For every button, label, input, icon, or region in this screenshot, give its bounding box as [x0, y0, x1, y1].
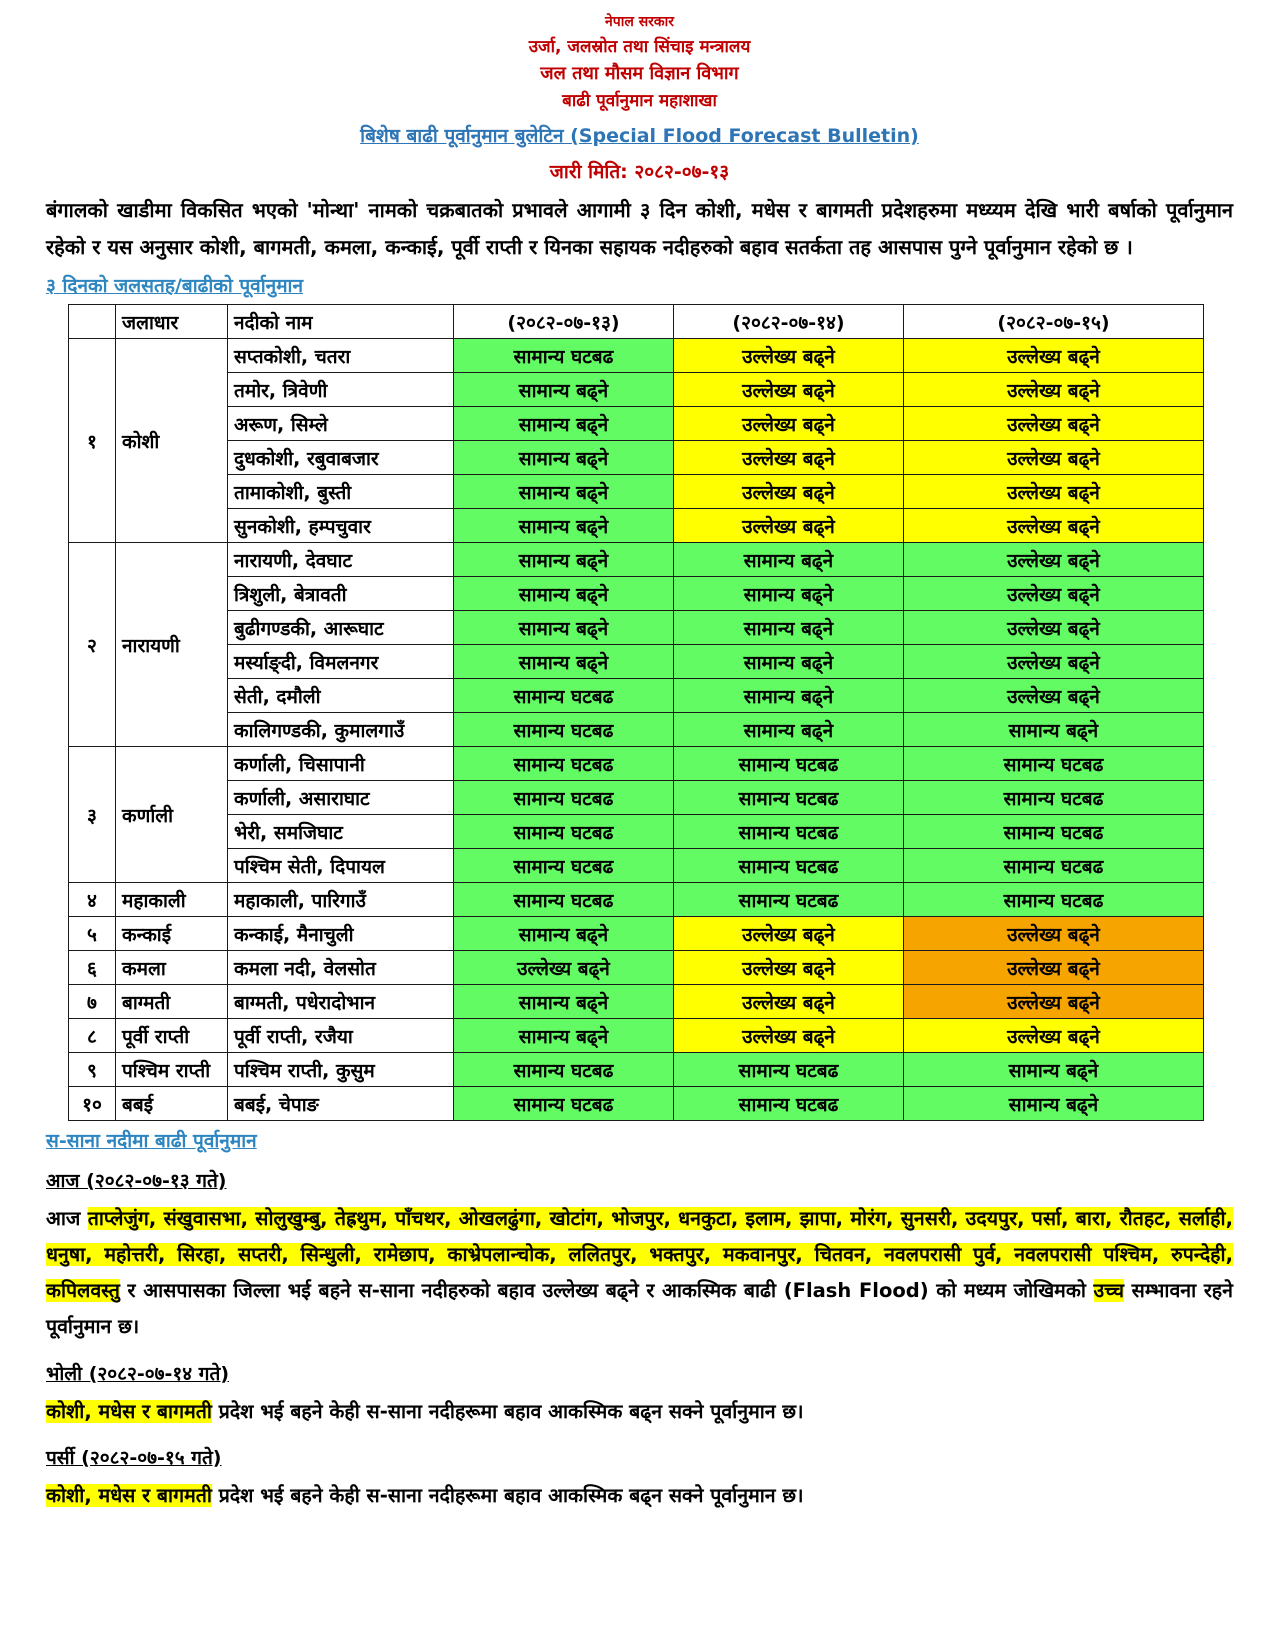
today-heading: आज (२०८२-०७-१३ गते)	[46, 1170, 227, 1193]
forecast-cell-yellow: उल्लेख्य बढ्ने	[674, 441, 904, 475]
river-station-name: महाकाली, पारिगाउँ	[228, 883, 454, 917]
forecast-cell-green: सामान्य बढ्ने	[674, 645, 904, 679]
today-forecast-paragraph	[46, 1201, 1233, 1345]
river-station-name: पश्चिम राप्ती, कुसुम	[228, 1053, 454, 1087]
basin-serial-number: १	[69, 339, 116, 543]
plain-text: र आसपासका जिल्ला भई बहने स-साना नदीहरुको बहाव उल्लेख्य बढ्ने र आकस्मिक बाढी (Flash Flood) को मध्यम जोखिमको	[119, 1279, 1094, 1303]
forecast-cell-green: सामान्य घटबढ	[454, 849, 674, 883]
river-station-name: कालिगण्डकी, कुमालगाउँ	[228, 713, 454, 747]
forecast-cell-green: सामान्य बढ्ने	[454, 475, 674, 509]
table-row	[69, 679, 1204, 713]
forecast-cell-green: सामान्य घटबढ	[904, 781, 1204, 815]
forecast-cell-green: सामान्य घटबढ	[904, 815, 1204, 849]
forecast-cell-green: सामान्य घटबढ	[674, 883, 904, 917]
tomorrow-heading: भोली (२०८२-०७-१४ गते)	[46, 1362, 230, 1385]
forecast-cell-yellow: उल्लेख्य बढ्ने	[674, 1019, 904, 1053]
basin-serial-number: ९	[69, 1053, 116, 1087]
division-name: बाढी पूर्वानुमान महाशाखा	[562, 90, 717, 111]
forecast-cell-green: सामान्य बढ्ने	[454, 985, 674, 1019]
forecast-cell-green: सामान्य घटबढ	[674, 815, 904, 849]
forecast-cell-yellow: उल्लेख्य बढ्ने	[674, 407, 904, 441]
forecast-cell-yellow: उल्लेख्य बढ्ने	[904, 475, 1204, 509]
river-station-name: त्रिशुली, बेत्रावती	[228, 577, 454, 611]
basin-serial-number: ७	[69, 985, 116, 1019]
forecast-cell-green: सामान्य बढ्ने	[904, 713, 1204, 747]
table-row	[69, 339, 1204, 373]
forecast-cell-green: उल्लेख्य बढ्ने	[904, 645, 1204, 679]
basin-name: कर्णाली	[116, 747, 228, 883]
table-row	[69, 1053, 1204, 1087]
table-row	[69, 1087, 1204, 1121]
river-station-name: कर्णाली, असाराघाट	[228, 781, 454, 815]
forecast-cell-yellow: उल्लेख्य बढ्ने	[674, 475, 904, 509]
forecast-cell-green: सामान्य घटबढ	[674, 849, 904, 883]
forecast-cell-green: सामान्य घटबढ	[904, 883, 1204, 917]
forecast-cell-green: सामान्य बढ्ने	[674, 577, 904, 611]
forecast-cell-yellow: उल्लेख्य बढ्ने	[674, 373, 904, 407]
table-row	[69, 1019, 1204, 1053]
basin-name: नारायणी	[116, 543, 228, 747]
river-station-name: भेरी, समजिघाट	[228, 815, 454, 849]
forecast-cell-green: सामान्य बढ्ने	[454, 577, 674, 611]
river-station-name: तमोर, त्रिवेणी	[228, 373, 454, 407]
table-row	[69, 815, 1204, 849]
forecast-cell-green: सामान्य घटबढ	[674, 747, 904, 781]
river-station-name: कर्णाली, चिसापानी	[228, 747, 454, 781]
table-row	[69, 577, 1204, 611]
basin-name: कमला	[116, 951, 228, 985]
table-row	[69, 509, 1204, 543]
river-station-name: सप्तकोशी, चतरा	[228, 339, 454, 373]
forecast-cell-yellow: उल्लेख्य बढ्ने	[904, 373, 1204, 407]
table-row	[69, 645, 1204, 679]
table-row	[69, 917, 1204, 951]
government-name: नेपाल सरकार	[604, 14, 674, 30]
forecast-cell-green: सामान्य बढ्ने	[454, 373, 674, 407]
letterhead	[46, 12, 1233, 114]
river-station-name: सुनकोशी, हम्पचुवार	[228, 509, 454, 543]
river-station-name: नारायणी, देवघाट	[228, 543, 454, 577]
highlighted-text: कोशी, मधेस र बागमती	[46, 1483, 212, 1507]
table-row	[69, 713, 1204, 747]
forecast-cell-orange: उल्लेख्य बढ्ने	[904, 917, 1204, 951]
basin-name: पूर्वी राप्ती	[116, 1019, 228, 1053]
forecast-cell-green: सामान्य घटबढ	[674, 1087, 904, 1121]
column-header-basin: जलाधार	[116, 305, 228, 339]
forecast-cell-yellow: उल्लेख्य बढ्ने	[904, 441, 1204, 475]
table-row	[69, 781, 1204, 815]
basin-serial-number: ६	[69, 951, 116, 985]
forecast-cell-yellow: उल्लेख्य बढ्ने	[904, 509, 1204, 543]
river-station-name: तामाकोशी, बुस्ती	[228, 475, 454, 509]
forecast-cell-green: सामान्य बढ्ने	[454, 1019, 674, 1053]
day-after-forecast-paragraph	[46, 1478, 1233, 1514]
table-row	[69, 543, 1204, 577]
table-row	[69, 747, 1204, 781]
forecast-cell-yellow: उल्लेख्य बढ्ने	[674, 509, 904, 543]
river-station-name: कमला नदी, वेलसोत	[228, 951, 454, 985]
forecast-cell-yellow: उल्लेख्य बढ्ने	[674, 951, 904, 985]
highlighted-text: कोशी, मधेस र बागमती	[46, 1399, 212, 1423]
bulletin-title: बिशेष बाढी पूर्वानुमान बुलेटिन (Special Flood Forecast Bulletin)	[360, 125, 919, 148]
forecast-cell-green: सामान्य घटबढ	[454, 1087, 674, 1121]
column-header-day2: (२०८२-०७-१४)	[674, 305, 904, 339]
forecast-cell-green: सामान्य घटबढ	[454, 781, 674, 815]
forecast-cell-yellow: उल्लेख्य बढ्ने	[904, 1019, 1204, 1053]
river-station-name: पश्चिम सेती, दिपायल	[228, 849, 454, 883]
tomorrow-forecast-paragraph	[46, 1394, 1233, 1430]
forecast-cell-green: सामान्य बढ्ने	[674, 679, 904, 713]
forecast-cell-green: सामान्य घटबढ	[674, 781, 904, 815]
table-row	[69, 407, 1204, 441]
basin-name: बाग्मती	[116, 985, 228, 1019]
forecast-cell-green: सामान्य बढ्ने	[454, 917, 674, 951]
river-station-name: बबई, चेपाङ	[228, 1087, 454, 1121]
forecast-cell-yellow: उल्लेख्य बढ्ने	[674, 985, 904, 1019]
forecast-cell-green: सामान्य घटबढ	[454, 815, 674, 849]
forecast-cell-green: उल्लेख्य बढ्ने	[904, 611, 1204, 645]
table-row	[69, 883, 1204, 917]
basin-name: पश्चिम राप्ती	[116, 1053, 228, 1087]
forecast-cell-yellow: उल्लेख्य बढ्ने	[674, 339, 904, 373]
intro-paragraph: बंगालको खाडीमा विकसित भएको 'मोन्था' नामको चक्रबातको प्रभावले आगामी ३ दिन कोशी, मधेस र बागमती प्रदेशहरुमा मध्य्यम देखि भारी बर्षाको पूर्वानुमान रहेको र यस अनुसार कोशी, बागमती, कमला, कन्काई, पूर्वी राप्ती र यिनका सहायक नदीहरुको बहाव सतर्कता तह आसपास पुग्ने पूर्वानुमान रहेको छ ।	[46, 198, 1233, 260]
table-row	[69, 951, 1204, 985]
table-header-row	[69, 305, 1204, 339]
basin-serial-number: २	[69, 543, 116, 747]
forecast-cell-green: सामान्य घटबढ	[454, 713, 674, 747]
river-station-name: कन्काई, मैनाचुली	[228, 917, 454, 951]
river-station-name: बुढीगण्डकी, आरूघाट	[228, 611, 454, 645]
forecast-cell-green: सामान्य घटबढ	[674, 1053, 904, 1087]
river-station-name: मर्स्याङ्दी, विमलनगर	[228, 645, 454, 679]
highlighted-text: उच्च	[1093, 1279, 1124, 1303]
table-row	[69, 985, 1204, 1019]
forecast-cell-green: सामान्य बढ्ने	[904, 1053, 1204, 1087]
issue-date: जारी मिति: २०८२-०७-१३	[549, 161, 730, 184]
forecast-table-heading: ३ दिनको जलसतह/बाढीको पूर्वानुमान	[46, 275, 304, 298]
table-row	[69, 441, 1204, 475]
department-name: जल तथा मौसम विज्ञान विभाग	[540, 63, 739, 85]
forecast-cell-green: सामान्य बढ्ने	[454, 509, 674, 543]
forecast-cell-green: सामान्य बढ्ने	[674, 713, 904, 747]
forecast-cell-green: सामान्य बढ्ने	[674, 611, 904, 645]
forecast-cell-yellow: उल्लेख्य बढ्ने	[904, 339, 1204, 373]
forecast-cell-green: सामान्य बढ्ने	[454, 611, 674, 645]
basin-name: महाकाली	[116, 883, 228, 917]
forecast-cell-green: सामान्य बढ्ने	[454, 407, 674, 441]
basin-serial-number: ८	[69, 1019, 116, 1053]
river-station-name: सेती, दमौली	[228, 679, 454, 713]
day-after-heading: पर्सी (२०८२-०७-१५ गते)	[46, 1446, 222, 1469]
river-station-name: पूर्वी राप्ती, रजैया	[228, 1019, 454, 1053]
forecast-cell-green: सामान्य घटबढ	[454, 747, 674, 781]
plain-text: आज	[46, 1207, 88, 1231]
table-row	[69, 475, 1204, 509]
forecast-cell-green: उल्लेख्य बढ्ने	[904, 543, 1204, 577]
ministry-name: उर्जा, जलस्रोत तथा सिंचाइ मन्त्रालय	[528, 36, 751, 57]
basin-name: कोशी	[116, 339, 228, 543]
forecast-cell-green: सामान्य घटबढ	[904, 747, 1204, 781]
forecast-cell-green: सामान्य बढ्ने	[454, 645, 674, 679]
forecast-cell-green: सामान्य घटबढ	[454, 679, 674, 713]
highlighted-text: ताप्लेजुंग, संखुवासभा, सोलुखुम्बु, तेह्रथुम, पाँचथर, ओखलढुंगा, खोटांग, भोजपुर, धनकुटा, इलाम, झापा, मोरंग, सुनसरी, उदयपुर, पर्सा, बारा, रौतहट, सर्लाही, धनुषा, महोत्तरी, सिरहा, सप्तरी, सिन्धुली, रामेछाप, काभ्रेपलान्चोक, ललितपुर, भक्तपुर, मकवानपुर, चितवन, नवलपरासी पुर्व, नवलपरासी पश्चिम, रुपन्देही, कपिलवस्तु	[46, 1207, 1233, 1303]
forecast-cell-green: उल्लेख्य बढ्ने	[454, 951, 674, 985]
plain-text: प्रदेश भई बहने केही स-साना नदीहरूमा बहाव आकस्मिक बढ्न सक्ने पूर्वानुमान छ।	[211, 1483, 804, 1507]
column-header-sn	[69, 305, 116, 339]
forecast-cell-green: सामान्य घटबढ	[454, 339, 674, 373]
basin-serial-number: १०	[69, 1087, 116, 1121]
forecast-cell-green: सामान्य घटबढ	[454, 883, 674, 917]
basin-name: कन्काई	[116, 917, 228, 951]
forecast-cell-green: सामान्य बढ्ने	[454, 441, 674, 475]
basin-serial-number: ५	[69, 917, 116, 951]
basin-serial-number: ४	[69, 883, 116, 917]
basin-serial-number: ३	[69, 747, 116, 883]
forecast-cell-yellow: उल्लेख्य बढ्ने	[904, 407, 1204, 441]
forecast-cell-green: सामान्य बढ्ने	[454, 543, 674, 577]
small-rivers-heading: स-साना नदीमा बाढी पूर्वानुमान	[46, 1130, 257, 1153]
forecast-cell-green: उल्लेख्य बढ्ने	[904, 679, 1204, 713]
forecast-cell-green: सामान्य बढ्ने	[904, 1087, 1204, 1121]
basin-name: बबई	[116, 1087, 228, 1121]
column-header-river: नदीको नाम	[228, 305, 454, 339]
column-header-day3: (२०८२-०७-१५)	[904, 305, 1204, 339]
forecast-cell-orange: उल्लेख्य बढ्ने	[904, 985, 1204, 1019]
river-station-name: दुधकोशी, रबुवाबजार	[228, 441, 454, 475]
table-row	[69, 611, 1204, 645]
river-station-name: अरूण, सिम्ले	[228, 407, 454, 441]
table-row	[69, 849, 1204, 883]
forecast-cell-green: उल्लेख्य बढ्ने	[904, 577, 1204, 611]
forecast-cell-green: सामान्य घटबढ	[454, 1053, 674, 1087]
flood-forecast-table	[68, 304, 1204, 1121]
forecast-cell-green: सामान्य घटबढ	[904, 849, 1204, 883]
table-row	[69, 373, 1204, 407]
plain-text: प्रदेश भई बहने केही स-साना नदीहरूमा बहाव आकस्मिक बढ्न सक्ने पूर्वानुमान छ।	[211, 1399, 804, 1423]
forecast-cell-orange: उल्लेख्य बढ्ने	[904, 951, 1204, 985]
plain-text: सम्भावना रहने पूर्वानुमान छ।	[46, 1279, 1233, 1339]
river-station-name: बाग्मती, पधेरादोभान	[228, 985, 454, 1019]
forecast-cell-yellow: उल्लेख्य बढ्ने	[674, 917, 904, 951]
column-header-day1: (२०८२-०७-१३)	[454, 305, 674, 339]
forecast-cell-green: सामान्य बढ्ने	[674, 543, 904, 577]
